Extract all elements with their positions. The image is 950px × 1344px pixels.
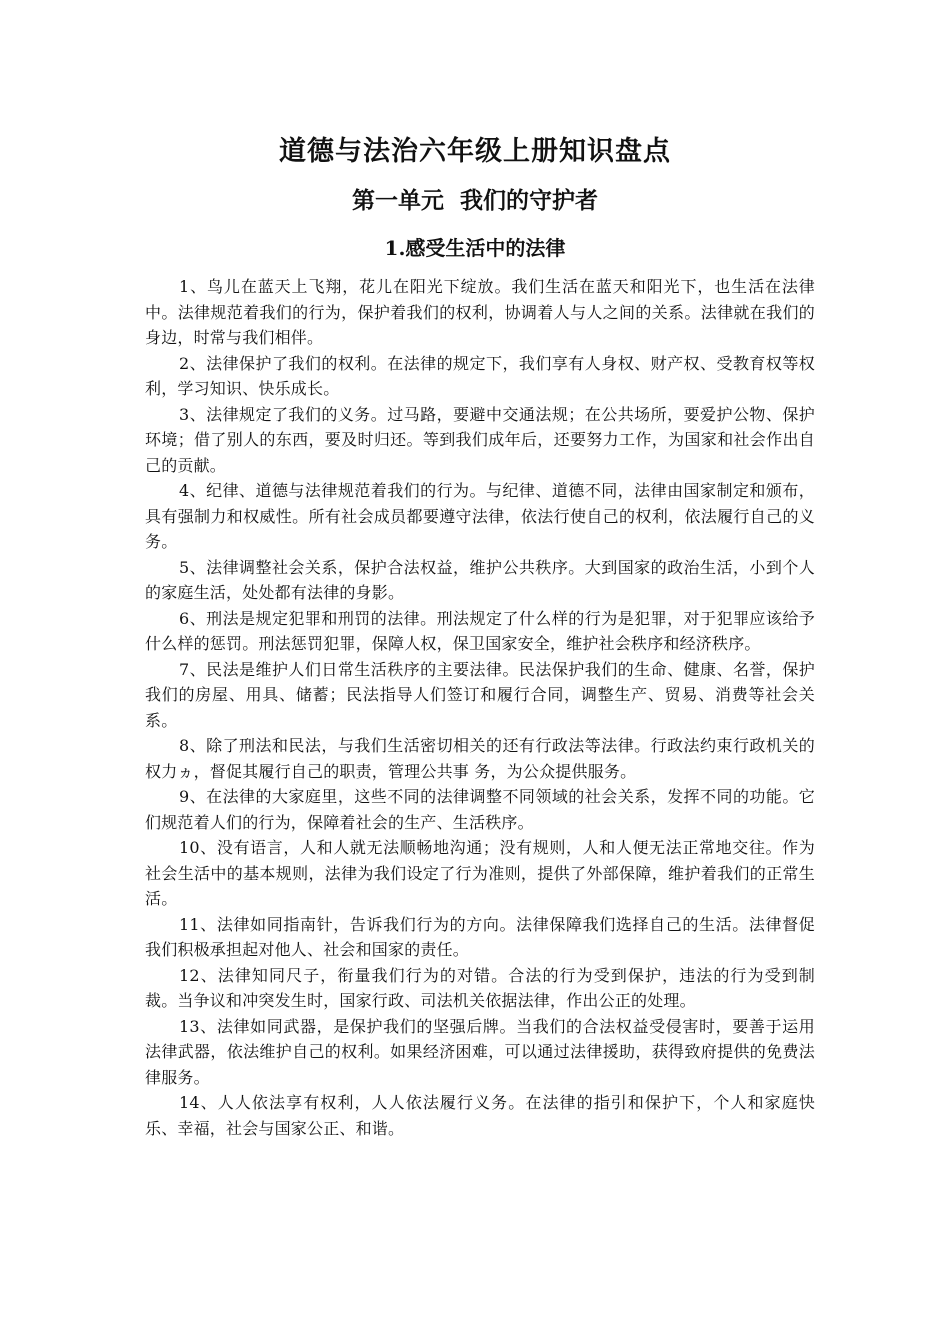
- paragraph-8: 8、除了刑法和民法，与我们生活密切相关的还有行政法等法律。行政法约束行政机关的权力ヵ，督促其履行自己的职责，管理公共事 务，为公众提供服务。: [145, 736, 815, 781]
- paragraph-13: 13、法律如同武器，是保护我们的坚强后牌。当我们的合法权益受侵害时，要善于运用法律武器，依法维护自己的权利。如果经济困难，可以通过法律援助，获得致府提供的免费法律服务。: [145, 1016, 815, 1087]
- paragraph-12: 12、法律知同尺子，衔量我们行为的对错。合法的行为受到保护，违法的行为受到制裁。当争议和冲突发生时，国家行政、司法机关依据法律，作出公正的处理。: [145, 965, 815, 1010]
- unit-title: 第一单元 我们的守护者: [351, 187, 598, 214]
- paragraph-11: 11、法律如同指南针，告诉我们行为的方向。法律保障我们选择自己的生活。法律督促我们积极承担起对他人、社会和国家的责任。: [145, 914, 815, 959]
- paragraph-4: 4、纪律、道德与法律规范着我们的行为。与纪律、道德不同，法律由国家制定和颁布，具有强制力和权威性。所有社会成员都要遵守法律，依法行使自己的权利，依法履行自己的义务。: [145, 481, 815, 551]
- document-body: [145, 274, 815, 1141]
- paragraph-5: 5、法律调整社会关系，保护合法权益，维护公共秩序。大到国家的政治生活，小到个人的家庭生活，处处都有法律的身影。: [145, 557, 815, 602]
- lesson-title: 1.感受生活中的法律: [384, 236, 566, 260]
- paragraph-14: 14、人人依法享有权利，人人依法履行义务。在法律的指引和保护下，个人和家庭快乐、幸福，社会与国家公正、和谐。: [145, 1093, 815, 1138]
- document-title: 道德与法治六年级上册知识盘点: [279, 136, 671, 167]
- paragraph-6: 6、刑法是规定犯罪和刑罚的法律。刑法规定了什么样的行为是犯罪，对于犯罪应该给予什么样的惩罚。刑法惩罚犯罪，保障人权，保卫国家安全，维护社会秩序和经济秩序。: [145, 608, 815, 653]
- paragraph-1: 1、鸟儿在蓝天上飞翔，花儿在阳光下绽放。我们生活在蓝天和阳光下，也生活在法律中。法律规范着我们的行为，保护着我们的权利，协调着人与人之间的关系。法律就在我们的身边，时常与我们相伴。: [145, 277, 815, 347]
- paragraph-2: 2、法律保护了我们的权利。在法律的规定下，我们享有人身权、财产权、受教育权等权利，学习知识、快乐成长。: [145, 353, 815, 398]
- paragraph-3: 3、法律规定了我们的义务。过马路，要避中交通法规；在公共场所，要爱护公物、保护环境；借了别人的东西，要及时归还。等到我们成年后，还要努力工作，为国家和社会作出自己的贡献。: [145, 404, 815, 475]
- paragraph-7: 7、民法是维护人们日常生活秩序的主要法律。民法保护我们的生命、健康、名誉，保护我们的房屋、用具、储蓄；民法指导人们签订和履行合同，调整生产、贸易、消费等社会关系。: [145, 659, 815, 730]
- paragraph-9: 9、在法律的大家庭里，这些不同的法律调整不同领域的社会关系，发挥不同的功能。它们规范着人们的行为，保障着社会的生产、生活秩序。: [145, 787, 815, 832]
- paragraph-10: 10、没有语言，人和人就无法顺畅地沟通；没有规则，人和人便无法正常地交往。作为社会生活中的基本规则，法律为我们设定了行为准则，提供了外部保障，维护着我们的正常生活。: [145, 838, 815, 908]
